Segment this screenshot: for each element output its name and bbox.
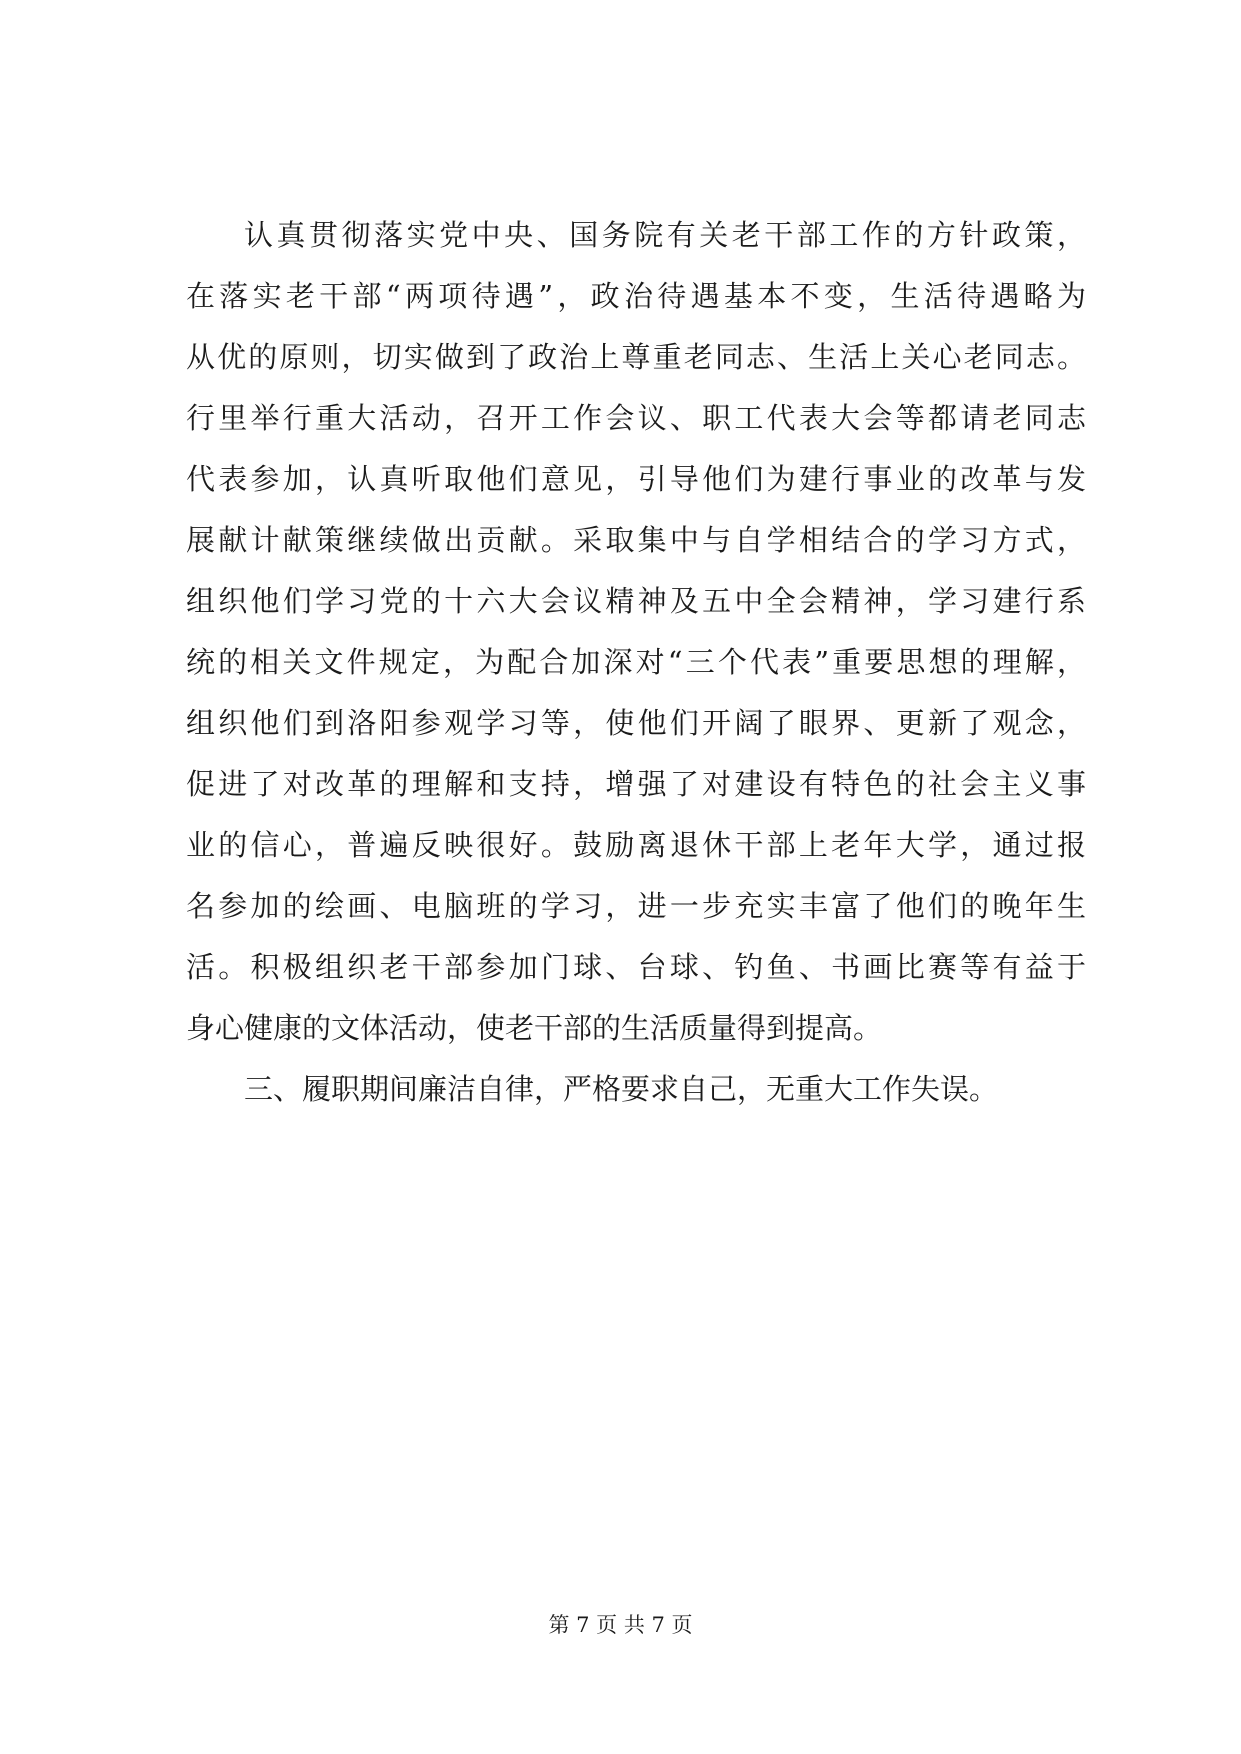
body-text	[186, 205, 1086, 1120]
paragraph-1-line-4: 行里举行重大活动，召开工作会议、职工代表大会等都请老同志	[186, 401, 1086, 435]
paragraph-1-line-6: 展献计献策继续做出贡献。采取集中与自学相结合的学习方式，	[186, 523, 1086, 557]
paragraph-1-line-7: 组织他们学习党的十六大会议精神及五中全会精神，学习建行系	[186, 584, 1086, 618]
paragraph-1-line-11: 业的信心，普遍反映很好。鼓励离退休干部上老年大学，通过报	[186, 828, 1086, 862]
paragraph-1-line-1: 认真贯彻落实党中央、国务院有关老干部工作的方针政策，	[244, 218, 1086, 252]
paragraph-1-line-2: 在落实老干部“两项待遇”，政治待遇基本不变，生活待遇略为	[186, 279, 1086, 313]
page-number-footer: 第 7 页 共 7 页	[548, 1613, 693, 1637]
paragraph-1-line-8: 统的相关文件规定，为配合加深对“三个代表”重要思想的理解，	[186, 645, 1086, 679]
paragraph-1-line-12: 名参加的绘画、电脑班的学习，进一步充实丰富了他们的晚年生	[186, 889, 1086, 923]
paragraph-1-line-9: 组织他们到洛阳参观学习等，使他们开阔了眼界、更新了观念，	[186, 706, 1086, 740]
paragraph-1-line-3: 从优的原则，切实做到了政治上尊重老同志、生活上关心老同志。	[186, 340, 1086, 374]
paragraph-1-line-14: 身心健康的文体活动，使老干部的生活质量得到提高。	[186, 1011, 883, 1045]
paragraph-1-line-13: 活。积极组织老干部参加门球、台球、钓鱼、书画比赛等有益于	[186, 950, 1086, 984]
paragraph-1-line-10: 促进了对改革的理解和支持，增强了对建设有特色的社会主义事	[186, 767, 1086, 801]
paragraph-2-line-1: 三、履职期间廉洁自律，严格要求自己，无重大工作失误。	[244, 1072, 999, 1106]
paragraph-1-line-5: 代表参加，认真听取他们意见，引导他们为建行事业的改革与发	[186, 462, 1086, 496]
